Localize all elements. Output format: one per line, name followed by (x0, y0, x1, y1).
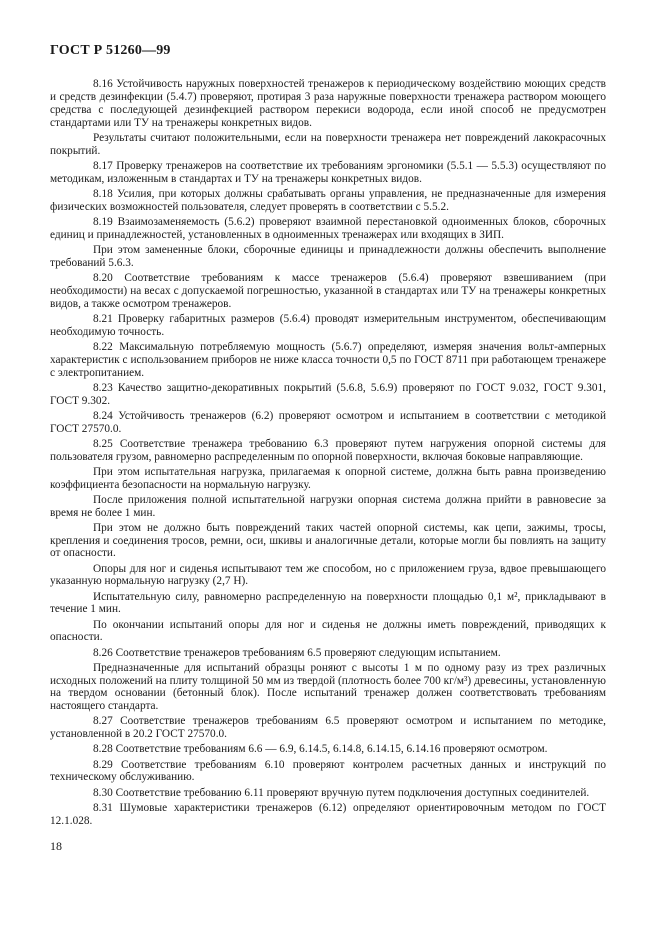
paragraph: 8.26 Соответствие тренажеров требованиям 6.5 проверяют следующим испытанием. (93, 646, 501, 659)
paragraph: 8.19 Взаимозаменяемость (5.6.2) проверяют взаимной перестановкой одноименных блоков, сборочных единиц и принадлежностей, установленных в одноименных тренажерах или входящих в ЗИП. (50, 215, 606, 241)
paragraph: При этом испытательная нагрузка, прилагаемая к опорной системе, должна быть равна произведению коэффициента безопасности на нормальную нагрузку. (50, 465, 606, 491)
paragraph: Результаты считают положительными, если на поверхности тренажера нет повреждений лакокрасочных покрытий. (50, 131, 606, 157)
paragraph: 8.31 Шумовые характеристики тренажеров (6.12) определяют ориентировочным методом по ГОСТ 12.1.028. (50, 801, 606, 827)
paragraph: 8.27 Соответствие тренажеров требованиям 6.5 проверяют осмотром и испытанием по методике, установленной в 20.2 ГОСТ 27570.0. (50, 715, 606, 741)
paragraph: 8.29 Соответствие требованиям 6.10 проверяют контролем расчетных данных и инструкций по техническому обслуживанию. (50, 758, 606, 784)
page-number: 18 (50, 839, 62, 853)
paragraph: Предназначенные для испытаний образцы роняют с высоты 1 м по одному разу из трех различных исходных положений на плиту толщиной 50 мм из твердой (плотность более 700 кг/м³) древесины, установленную на твердом основании (бетонный блок). После испытаний тренажер должен соответствовать требованиям настоящего стандарта. (50, 661, 606, 713)
paragraph: 8.18 Усилия, при которых должны срабатывать органы управления, не предназначенные для измерения физических возможностей пользователя, следует проверять в соответствии с 5.5.2. (50, 187, 606, 213)
paragraph: При этом замененные блоки, сборочные единицы и принадлежности должны обеспечить выполнение требований 5.6.3. (50, 243, 606, 269)
paragraph: 8.20 Соответствие требованиям к массе тренажеров (5.6.4) проверяют взвешиванием (при необходимости) на весах с допускаемой погрешностью, указанной в стандартах или ТУ на тренажеры конкретных видов, а также осмотром тренажеров. (50, 271, 606, 310)
paragraph: При этом не должно быть повреждений таких частей опорной системы, как цепи, зажимы, тросы, крепления и соединения тросов, ремни, оси, шкивы и аналогичные детали, которые могли бы повлиять на защиту от опасности. (50, 521, 606, 560)
paragraph: 8.30 Соответствие требованию 6.11 проверяют вручную путем подключения доступных соединителей. (93, 786, 590, 799)
paragraph: 8.16 Устойчивость наружных поверхностей тренажеров к периодическому воздействию моющих средств и средств дезинфекции (5.4.7) проверяют, протирая 3 раза наружные поверхности тренажера раствором моющего средства с последующей дезинфекцией раствором перекиси водорода, если иной способ не предусмотрен стандартами или ТУ на тренажеры конкретных видов. (50, 78, 606, 129)
paragraph: 8.25 Соответствие тренажера требованию 6.3 проверяют путем нагружения опорной системы для пользователя грузом, равномерно распределенным по опорной поверхности, включая боковые направляющие. (50, 437, 606, 463)
paragraph: 8.24 Устойчивость тренажеров (6.2) проверяют осмотром и испытанием в соответствии с методикой ГОСТ 27570.0. (50, 409, 606, 435)
paragraph: Опоры для ног и сиденья испытывают тем же способом, но с приложением груза, вдвое превышающего указанную нормальную нагрузку (2,7 Н). (50, 562, 606, 588)
document-body (50, 78, 606, 830)
paragraph: По окончании испытаний опоры для ног и сиденья не должны иметь повреждений, приводящих к опасности. (50, 618, 606, 644)
paragraph: 8.21 Проверку габаритных размеров (5.6.4) проводят измерительным инструментом, обеспечивающим необходимую точность. (50, 312, 606, 338)
paragraph: Испытательную силу, равномерно распределенную на поверхности площадью 0,1 м², прикладывают в течение 1 мин. (50, 590, 606, 616)
paragraph: 8.22 Максимальную потребляемую мощность (5.6.7) определяют, измеряя значения вольт-амперных характеристик с использованием приборов не ниже класса точности 0,5 по ГОСТ 8711 при работающем тренажере с электропитанием. (50, 340, 606, 379)
document-header: ГОСТ Р 51260—99 (50, 43, 171, 58)
paragraph: 8.28 Соответствие требованиям 6.6 — 6.9, 6.14.5, 6.14.8, 6.14.15, 6.14.16 проверяют осмотром. (93, 743, 548, 756)
paragraph: 8.23 Качество защитно-декоративных покрытий (5.6.8, 5.6.9) проверяют по ГОСТ 9.032, ГОСТ 9.301, ГОСТ 9.302. (50, 381, 606, 407)
paragraph: 8.17 Проверку тренажеров на соответствие их требованиям эргономики (5.5.1 — 5.5.3) осуществляют по методикам, изложенным в стандартах и ТУ на тренажеры конкретных видов. (50, 159, 606, 185)
paragraph: После приложения полной испытательной нагрузки опорная система должна прийти в равновесие за время не более 1 мин. (50, 493, 606, 519)
